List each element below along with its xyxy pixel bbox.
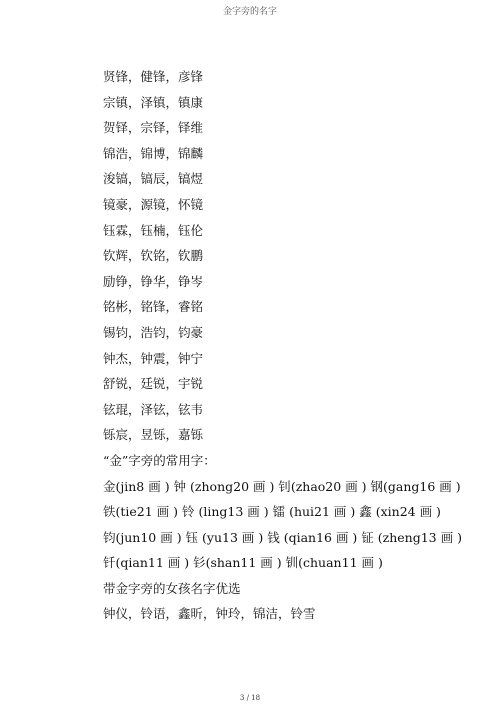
character-stroke-line-4: 钎(qian11 画 ) 钐(shan11 画 ) 钏(chuan11 画 ) (103, 555, 383, 571)
name-line-15: 铄宸，昱铄，嘉铄 (103, 427, 204, 443)
name-line-9: 励铮，铮华，铮岑 (103, 273, 204, 289)
character-stroke-line-1: 金(jin8 画 ) 钟 (zhong20 画 ) 钊(zhao20 画 ) 钢(gang16 画 ) (103, 478, 461, 494)
name-line-10: 铭彬，铭锋，睿铭 (103, 299, 204, 315)
section-heading-common-characters: “金”字旁的常用字： (103, 452, 216, 468)
character-stroke-line-2: 铁(tie21 画 ) 铃 (ling13 画 ) 镭 (hui21 画 ) 鑫 (xin24 画 ) (103, 504, 441, 520)
name-line-14: 铉琨，泽铉，铉韦 (103, 401, 204, 417)
name-line-8: 钦辉，钦铭，钦鹏 (103, 248, 204, 264)
name-line-1: 贤锋，健锋，彦锋 (103, 69, 204, 84)
name-line-4: 锦浩，锦博，锦麟 (103, 145, 204, 161)
name-line-6: 镜豪，源镜，怀镜 (103, 196, 204, 212)
name-line-2: 宗镇，泽镇，镇康 (103, 94, 204, 110)
name-line-11: 锡钧，浩钧，钧豪 (103, 324, 204, 340)
girl-names-line: 钟仪，铃语，鑫昕，钟玲，锦洁，铃雪 (103, 606, 316, 622)
name-line-5: 浚镐，镐辰，镐煜 (103, 171, 204, 187)
page-header: 金字旁的名字 (222, 7, 277, 17)
name-line-7: 钰霖，钰楠，钰伦 (103, 222, 204, 238)
name-line-13: 舒锐，廷锐，宇锐 (103, 376, 204, 392)
character-stroke-line-3: 钧(jun10 画 ) 钰 (yu13 画 ) 钱 (qian16 画 ) 钲 (zheng13 画 ) (103, 529, 462, 545)
page-number: 3 / 18 (239, 694, 261, 702)
name-line-3: 贺铎，宗铎，铎维 (103, 120, 204, 136)
name-line-12: 钟杰，钟震，钟宁 (103, 350, 204, 366)
document-body (103, 64, 483, 627)
section-heading-girl-names: 带金字旁的女孩名字优选 (103, 580, 241, 596)
